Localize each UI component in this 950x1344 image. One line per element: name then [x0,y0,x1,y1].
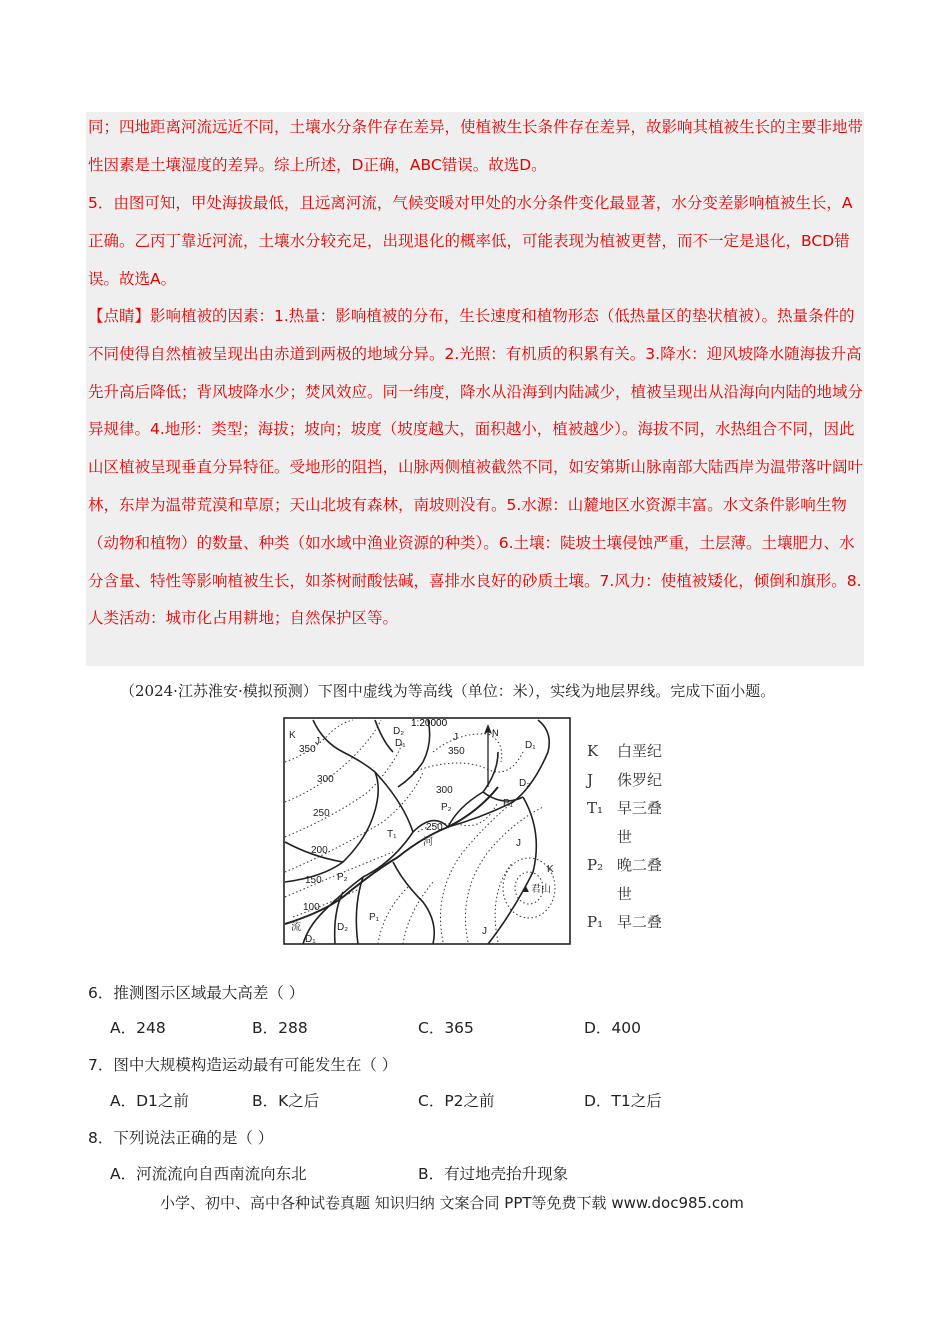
contour-label-300-n: 300 [436,785,453,796]
map-scale: 1:20000 [411,718,448,729]
question-6-option-d: D．400 [584,1019,642,1037]
contour-label-350-n: 350 [448,746,465,757]
question-6-option-a: A．248 [110,1019,166,1037]
legend-item: 世 [617,884,633,903]
stratum-t1: T₁ [387,829,397,840]
stratum-d2-n: D₂ [393,726,405,737]
contour-label-200: 200 [311,845,328,856]
tips-label: 【点睛】 [88,307,151,325]
stratum-j-n: J [453,732,458,743]
river-label-1: 河 [423,837,433,848]
contour-label-300: 300 [317,774,334,785]
question-8-option-a: A．河流流向自西南流向东北 [110,1165,307,1183]
page-footer: 小学、初中、高中各种试卷真题 知识归纳 文案合同 PPT等免费下载 www.doc985.com [160,1194,744,1212]
stratum-p2-sw: P₂ [337,872,348,883]
question-6-stem: 6．推测图示区域最大高差（ ） [88,984,305,1002]
contour-label-100: 100 [303,902,320,913]
stratum-j-e: J [516,838,521,849]
stratum-p1-s: P₁ [369,912,380,923]
stratum-k-e: K [547,864,554,875]
question-8-stem: 8．下列说法正确的是（ ） [88,1129,274,1147]
geologic-contour-map [283,712,573,951]
legend-item: P₂ 晚二叠 [587,856,663,874]
stratum-p2-c: P₂ [441,802,452,813]
question-6-option-b: B．288 [252,1019,308,1037]
question-7-stem: 7．图中大规模构造运动最有可能发生在（ ） [88,1056,398,1074]
question-7-option-d: D．T1之后 [584,1092,662,1110]
question-8-option-b: B．有过地壳抬升现象 [418,1165,569,1183]
stratum-p1-e: P₁ [503,798,514,809]
answer-paragraph-1: 同；四地距离河流远近不同，土壤水分条件存在差异，使植被生长条件存在差异，故影响其植被生长的主要非地带性因素是土壤湿度的差异。综上所述，D正确，ABC错误。故选D。 [88,118,864,174]
stratum-d1-s: D₁ [305,934,316,945]
question-6-option-c: C．365 [418,1019,474,1037]
question-7-option-c: C．P2之前 [418,1092,495,1110]
answer-paragraph-2: 5．由图可知，甲处海拔最低，且远离河流，气候变暖对甲处的水分条件变化最显著，水分变差影响植被生长，A正确。乙丙丁靠近河流，土壤水分较充足，出现退化的概率低，可能表现为植被更替，而不一定是退化，BCD错误。故选A。 [88,194,853,288]
stratum-d1-n: D₁ [395,738,406,749]
legend-item: T₁ 早三叠 [587,799,663,817]
stratum-d1-ne: D₁ [525,740,536,751]
answer-paragraph-tips [88,298,864,638]
question-7-option-b: B．K之后 [252,1092,320,1110]
question-intro: （2024·江苏淮安·模拟预测）下图中虚线为等高线（单位：米），实线为地层界线。完成下面小题。 [120,682,776,700]
stratum-d2-s: D₂ [337,922,349,933]
north-label: N [492,728,499,738]
contour-label-250-c: 250 [426,822,443,833]
contour-label-150: 150 [305,875,322,886]
stratum-j-nw: J [315,736,320,747]
stratum-j-se: J [482,926,487,937]
junshan-label: ▲君山 [521,884,551,895]
contour-label-250: 250 [313,808,330,819]
legend-item: P₁ 早二叠 [587,913,663,931]
legend-item: K 白垩纪 [587,742,663,760]
map-legend [587,737,662,937]
question-7-option-a: A．D1之前 [110,1092,189,1110]
tips-text: 影响植被的因素：1.热量：影响植被的分布，生长速度和植物形态（低热量区的垫状植被）。热量条件的不同使得自然植被呈现出由赤道到两极的地域分异。2.光照：有机质的积累有关。3.降水：迎风坡降水随海拔升高先升高后降低；背风坡降水少；焚风效应。同一纬度，降水从沿海到内陆减少，植被呈现出从沿海向内陆的地域分异规律。4.地形：类型；海拔；坡向；坡度（坡度越大，面积越小，植被越少）。海拔不同，水热组合不同，因此山区植被呈现垂直分异特征。受地形的阻挡，山脉两侧植被截然不同，如安第斯山脉南部大陆西岸为温带落叶阔叶林，东岸为温带荒漠和草原；天山北坡有森林，南坡则没有。5.水源：山麓地区水资源丰富。水文条件影响生物（动物和植物）的数量、种类（如水域中渔业资源的种类）。6.土壤：陡坡土壤侵蚀严重，土层薄。土壤肥力、水分含量、特性等影响植被生长，如茶树耐酸怯碱，喜排水良好的砂质土壤。7.风力：使植被矮化，倾倒和旗形。8.人类活动：城市化占用耕地；自然保护区等。 [88,307,864,628]
legend-item: J 侏罗纪 [587,770,663,789]
stratum-k-nw: K [289,730,296,741]
stratum-d2-ne: D₂ [519,778,531,789]
river-label-2: 流 [291,922,301,933]
legend-item: 世 [617,827,633,846]
contour-label-350: 350 [299,744,316,755]
